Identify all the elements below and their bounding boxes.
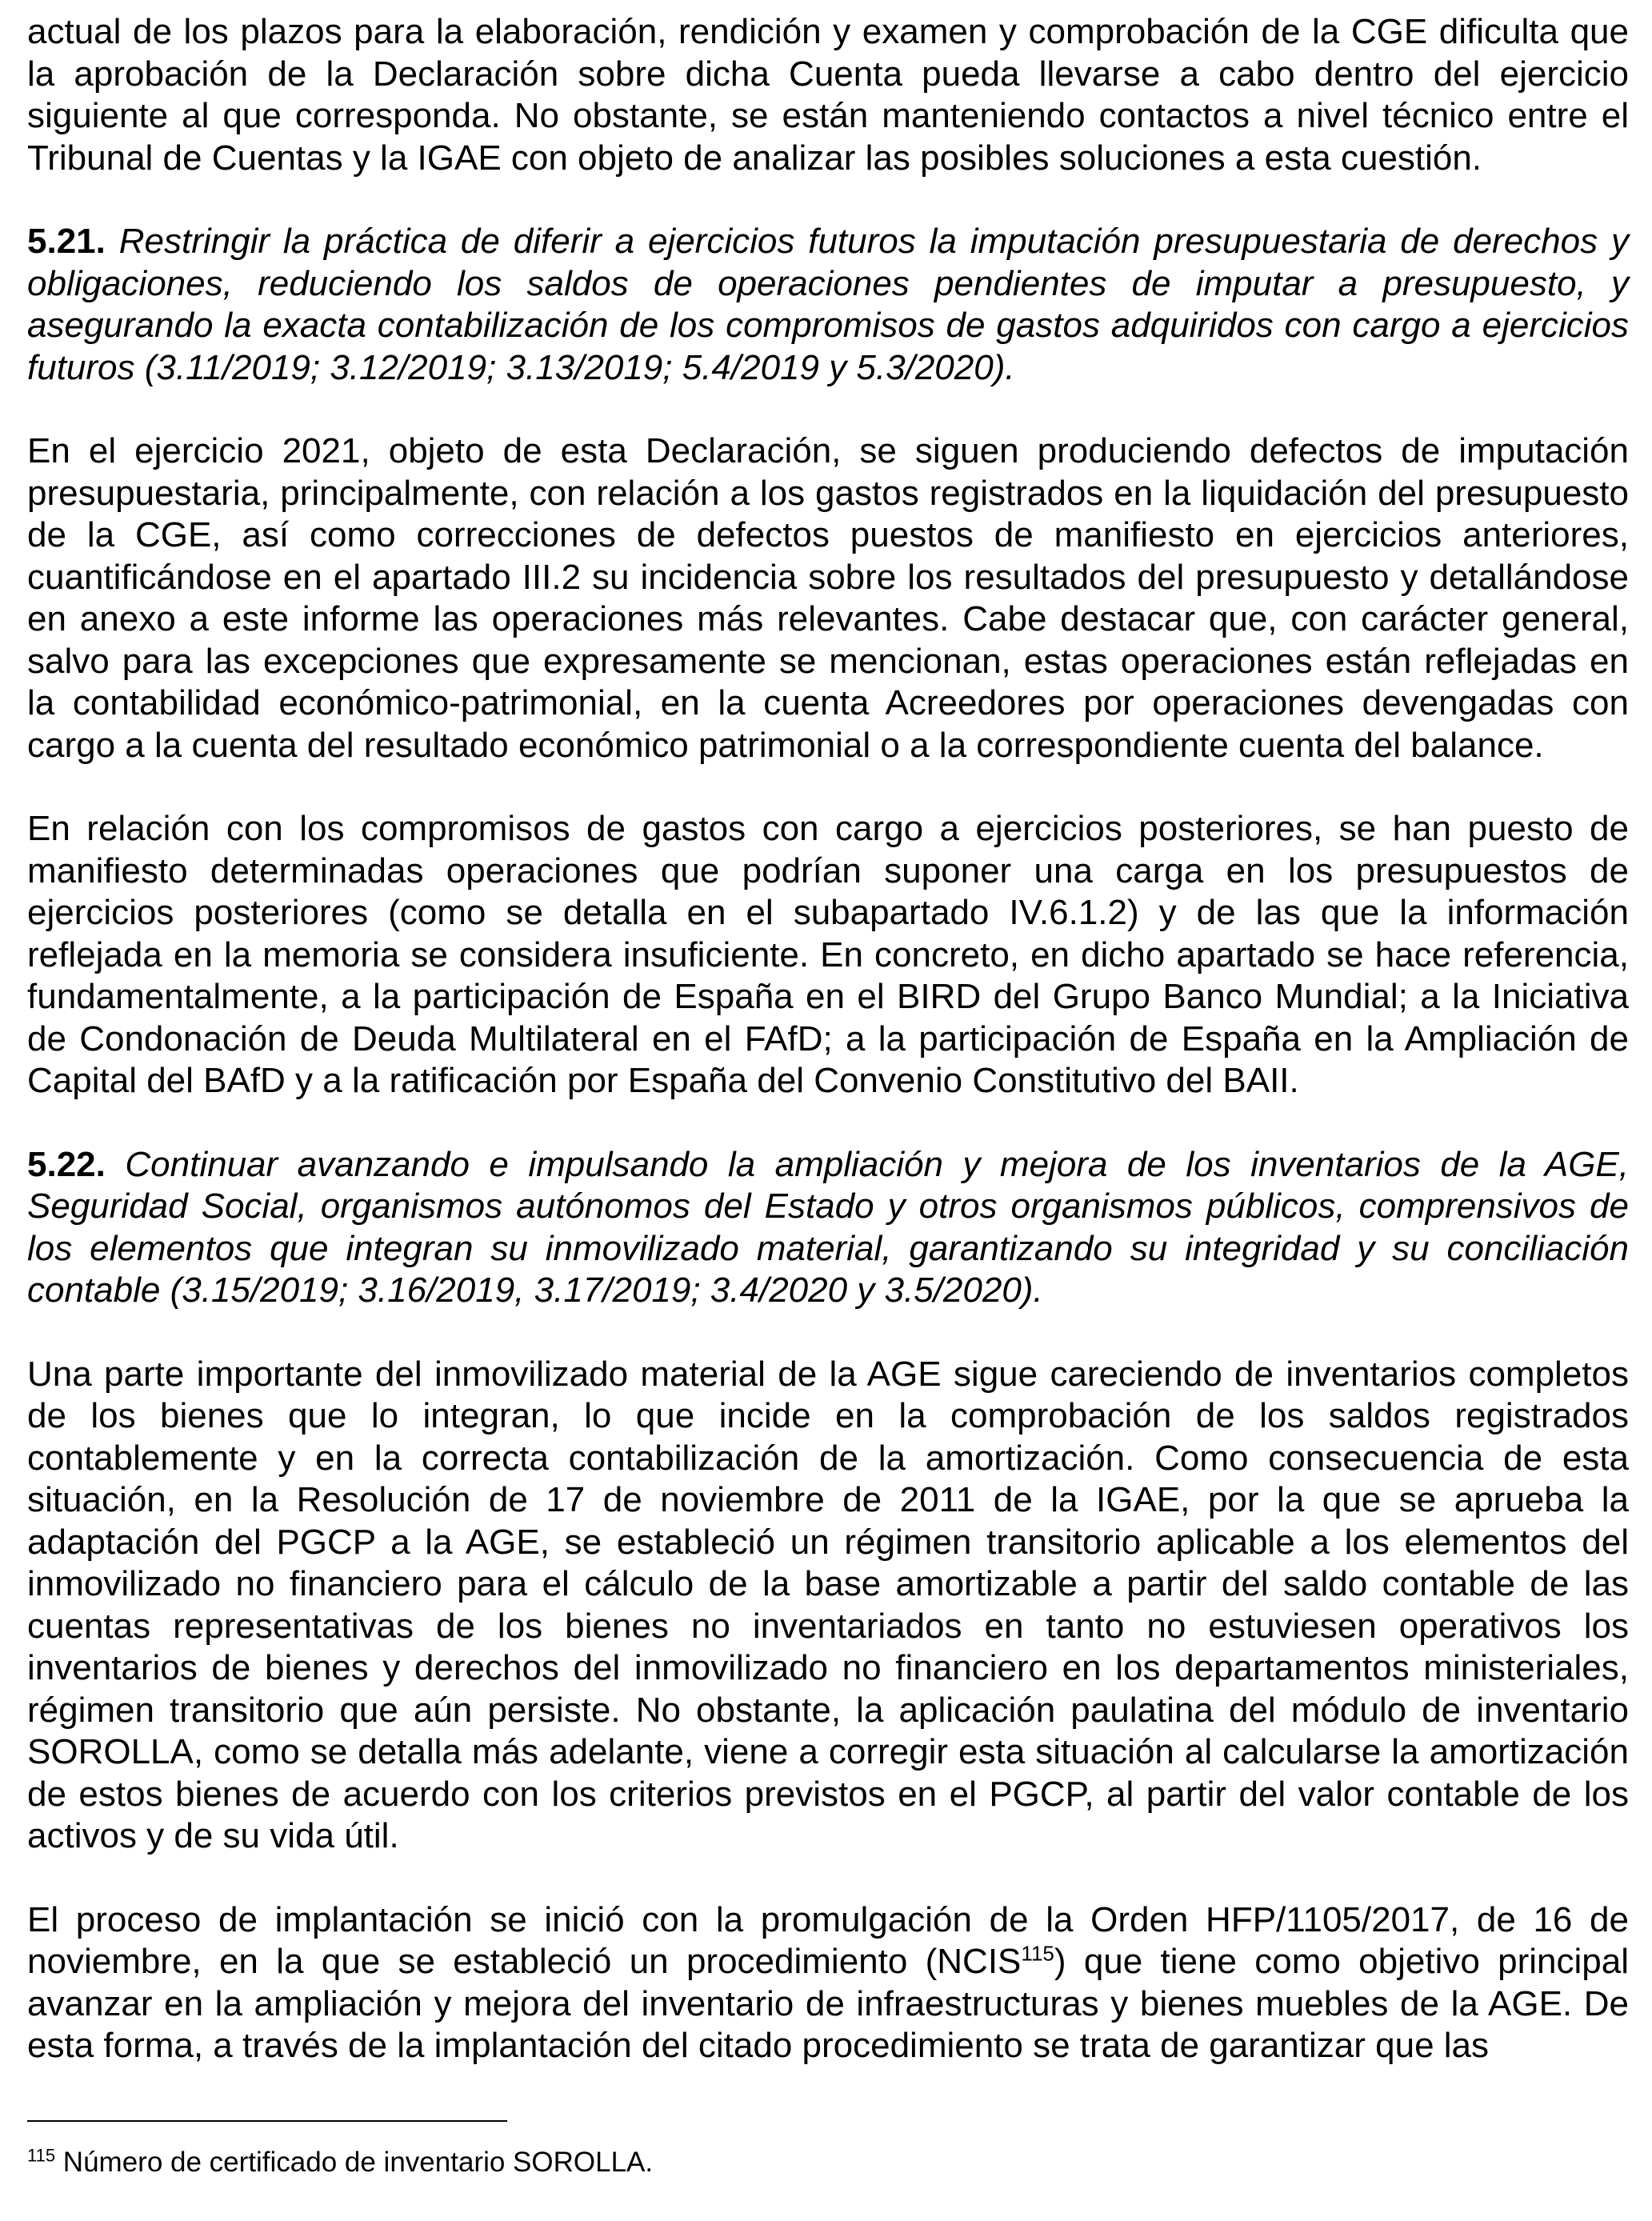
recommendation-number: 5.22. bbox=[27, 1144, 106, 1184]
paragraph-ejercicio-2021: En el ejercicio 2021, objeto de esta Declaración, se siguen produciendo defectos de imputación presupuestaria, principalmente, con relación a los gastos registrados en la liquidación del presupuesto de la CGE, así como correcciones de defectos puestos de manifiesto en ejercicios anteriores, cuantificándose en el apartado III.2 su incidencia sobre los resultados del presupuesto y detallándose en anexo a este informe las operaciones más relevantes. Cabe destacar que, con carácter general, salvo para las excepciones que expresamente se mencionan, estas operaciones están reflejadas en la contabilidad económico-patrimonial, en la cuenta Acreedores por operaciones devengadas con cargo a la cuenta del resultado económico patrimonial o a la correspondiente cuenta del balance. bbox=[27, 431, 1629, 765]
paragraph-compromisos-gastos: En relación con los compromisos de gastos con cargo a ejercicios posteriores, se han puesto de manifiesto determinadas operaciones que podrían suponer una carga en los presupuestos de ejercicios posteriores (como se detalla en el subapartado IV.6.1.2) y de las que la información reflejada en la memoria se considera insuficiente. En concreto, en dicho apartado se hace referencia, fundamentalmente, a la participación de España en el BIRD del Grupo Banco Mundial; a la Iniciativa de Condonación de Deuda Multilateral en el FAfD; a la participación de España en la Ampliación de Capital del BAfD y a la ratificación por España del Convenio Constitutivo del BAII. bbox=[27, 809, 1629, 1100]
footnote-reference[interactable]: 115 bbox=[1021, 1941, 1054, 1966]
footnote-separator bbox=[27, 2120, 507, 2122]
paragraph-plazos-cge: actual de los plazos para la elaboración, rendición y examen y comprobación de la CGE dificulta que la aprobación de la Declaración sobre dicha Cuenta pueda llevarse a cabo dentro del ejercicio siguiente al que corresponda. No obstante, se están manteniendo contactos a nivel técnico entre el Tribunal de Cuentas y la IGAE con objeto de analizar las posibles soluciones a esta cuestión. bbox=[27, 12, 1629, 178]
paragraph-text-start: El proceso de implantación se inició con la promulgación de la Orden HFP/1105/2017, de 16 de noviembre, en la que se estableció un procedimiento (NCIS bbox=[27, 1899, 1629, 1981]
recommendation-number: 5.21. bbox=[27, 222, 106, 261]
recommendation-5-21 bbox=[27, 221, 1629, 389]
recommendation-text: Restringir la práctica de diferir a ejercicios futuros la imputación presupuestaria de derechos y obligaciones, reduciendo los saldos de operaciones pendientes de imputar a presupuesto, y asegurando la exacta contabilización de los compromisos de gastos adquiridos con cargo a ejercicios futuros (3.11/2019; 3.12/2019; 3.13/2019; 5.4/2019 y 5.3/2020). bbox=[27, 222, 1629, 387]
recommendation-text: Continuar avanzando e impulsando la ampliación y mejora de los inventarios de la AGE, Seguridad Social, organismos autónomos del Estado y otros organismos públicos, comprensivos de los elementos que integran su inmovilizado material, garantizando su integridad y su conciliación contable (3.15/2019; 3.16/2019, 3.17/2019; 3.4/2020 y 3.5/2020). bbox=[27, 1144, 1630, 1310]
paragraph-proceso-implantacion bbox=[27, 1899, 1629, 2067]
recommendation-5-22 bbox=[27, 1144, 1629, 1312]
footnote-text: Número de certificado de inventario SOROLLA. bbox=[55, 2147, 654, 2178]
document-body bbox=[27, 11, 1629, 2067]
paragraph-text-end: ) que tiene como objetivo principal avanzar en la ampliación y mejora del inventario de infraestructuras y bienes muebles de la AGE. De esta forma, a través de la implantación del citado procedimiento se trata de garantizar que las bbox=[27, 1942, 1630, 2065]
paragraph-inmovilizado-material: Una parte importante del inmovilizado material de la AGE sigue careciendo de inventarios completos de los bienes que lo integran, lo que incide en la comprobación de los saldos registrados contablemente y en la correcta contabilización de la amortización. Como consecuencia de esta situación, en la Resolución de 17 de noviembre de 2011 de la IGAE, por la que se aprueba la adaptación del PGCP a la AGE, se estableció un régimen transitorio aplicable a los elementos del inmovilizado no financiero para el cálculo de la base amortizable a partir del saldo contable de las cuentas representativas de los bienes no inventariados en tanto no estuviesen operativos los inventarios de bienes y derechos del inmovilizado no financiero en los departamentos ministeriales, régimen transitorio que aún persiste. No obstante, la aplicación paulatina del módulo de inventario SOROLLA, como se detalla más adelante, viene a corregir esta situación al calcularse la amortización de estos bienes de acuerdo con los criterios previstos en el PGCP, al partir del valor contable de los activos y de su vida útil. bbox=[27, 1354, 1629, 1855]
footnote-number: 115 bbox=[27, 2145, 56, 2166]
footnote bbox=[27, 2146, 653, 2179]
